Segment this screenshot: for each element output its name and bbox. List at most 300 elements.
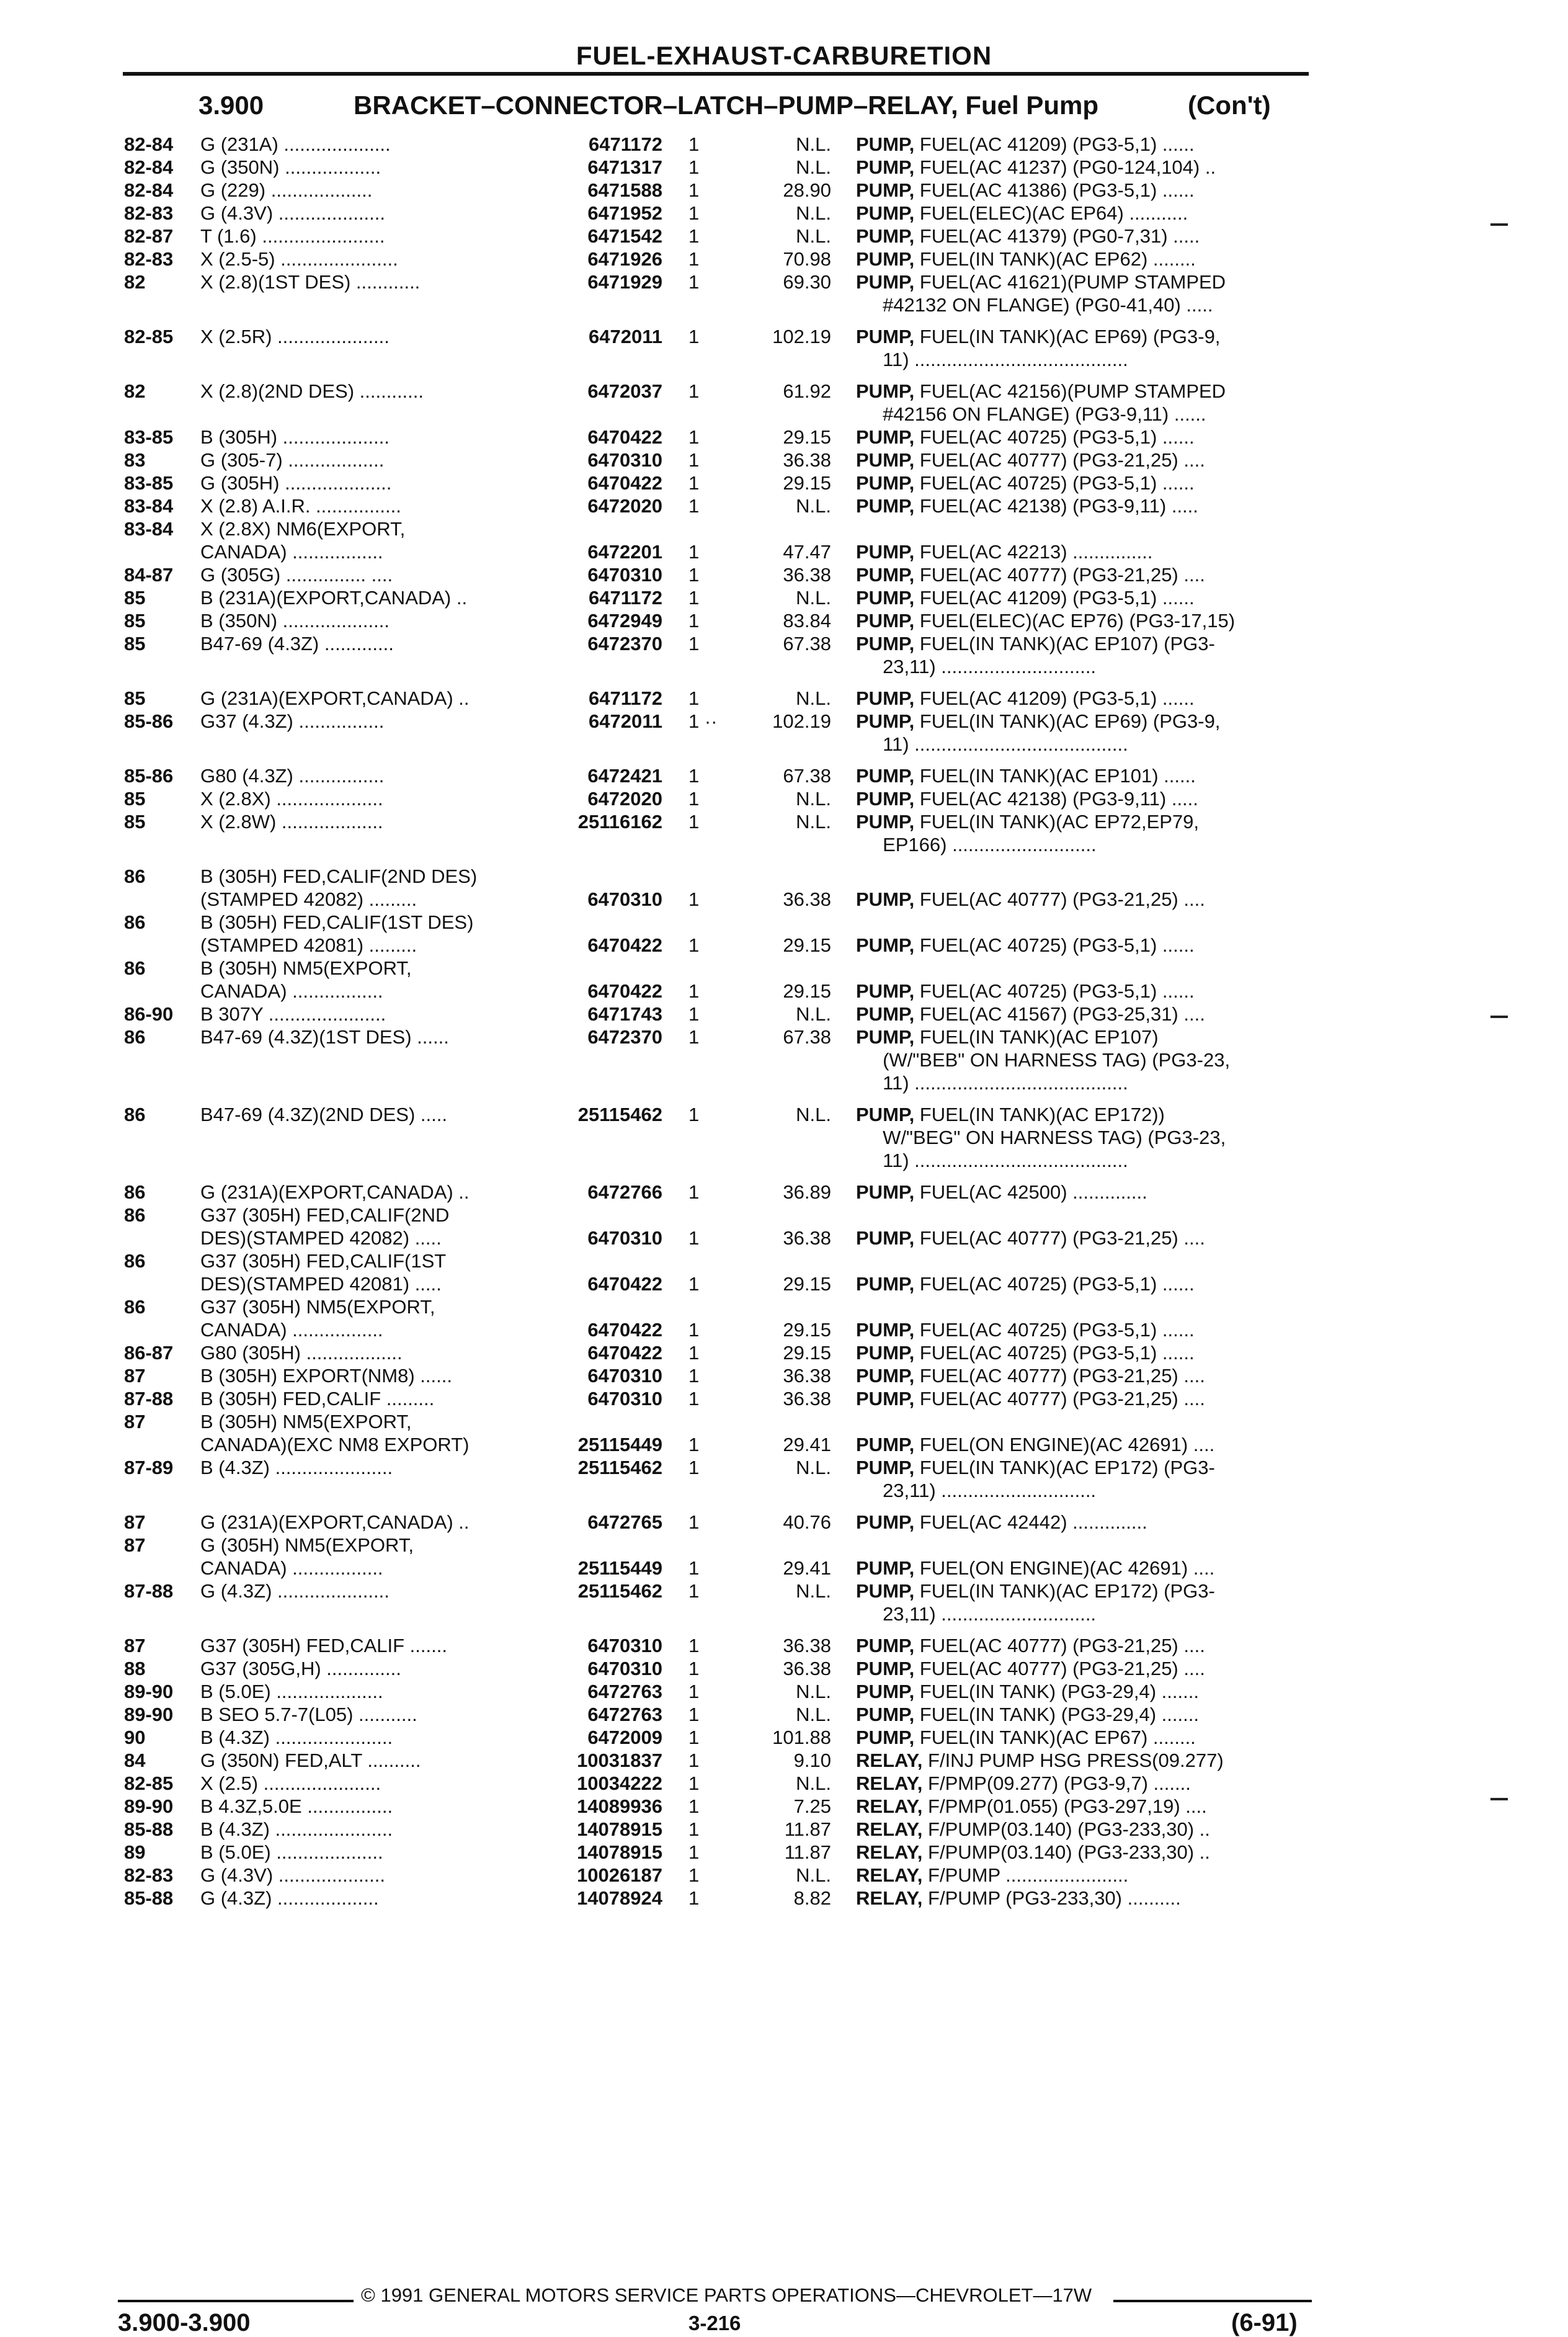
application-cell: X (2.8)(2ND DES) ............ [200,380,424,402]
year-cell: 84 [124,1749,146,1771]
description-heading: PUMP, [856,541,915,563]
quantity-cell: 1 [688,1181,700,1203]
application-cell: B (305H) FED,CALIF(2ND DES) [200,865,478,887]
quantity-cell: 1 [688,1795,700,1817]
table-row [0,1511,1568,1534]
year-cell: 85 [124,687,146,709]
price-cell: 11.87 [784,1818,831,1840]
description-heading: PUMP, [856,1181,915,1203]
description-cell [856,1887,1312,1910]
description-cell [856,1841,1312,1864]
description-cell [856,1071,1312,1094]
application-cell: G (305H) NM5(EXPORT, [200,1534,414,1556]
description-cell [856,1680,1312,1703]
part-number-cell: 6472370 [587,1026,662,1048]
description-text: FUEL(AC 40777) (PG3-21,25) .... [914,1658,1205,1679]
description-text: FUEL(IN TANK)(AC EP67) ........ [914,1727,1196,1748]
table-row [0,1580,1568,1602]
description-cell [856,888,1312,911]
quantity-cell: 1 [688,1434,700,1455]
price-cell: N.L. [796,811,831,833]
description-cell [856,934,1312,957]
table-row [0,687,1568,710]
application-cell: B (4.3Z) ...................... [200,1818,393,1840]
description-heading: PUMP, [856,1026,915,1048]
quantity-cell: 1 [688,179,700,201]
description-text: F/PMP(01.055) (PG3-297,19) .... [922,1795,1207,1817]
application-cell: B (305H) EXPORT(NM8) ...... [200,1365,452,1387]
application-cell: B (305H) FED,CALIF ......... [200,1388,435,1410]
description-heading: PUMP, [856,587,915,609]
description-text: F/PUMP(03.140) (PG3-233,30) .. [922,1841,1210,1863]
part-number-cell: 6472421 [587,765,662,787]
description-text: FUEL(AC 40777) (PG3-21,25) .... [914,1635,1205,1656]
description-cell [856,833,1312,856]
description-text: FUEL(IN TANK)(AC EP69) (PG3-9, [914,326,1221,347]
application-cell: B SEO 5.7-7(L05) ........... [200,1704,417,1725]
application-cell: B (4.3Z) ...................... [200,1727,393,1748]
application-cell: CANADA)(EXC NM8 EXPORT) [200,1434,470,1455]
table-row [0,1003,1568,1026]
description-text: FUEL(IN TANK)(AC EP172)) [914,1104,1165,1125]
description-heading: PUMP, [856,1342,915,1364]
part-number-cell: 6472763 [587,1704,662,1725]
price-cell: 29.15 [783,980,831,1002]
year-cell: 85-86 [124,710,174,732]
year-cell: 83-85 [124,472,174,494]
description-cell [856,270,1312,293]
table-row [0,1479,1568,1502]
part-number-cell: 6472020 [587,495,662,517]
part-number-cell: 14078924 [577,1887,662,1909]
table-row [0,248,1568,270]
description-text: EP166) ........................... [856,834,1097,856]
description-text: 11) ........................................ [856,349,1128,370]
description-cell [856,494,1312,517]
quantity-cell: 1 [688,449,700,471]
description-heading: PUMP, [856,1434,915,1455]
description-heading: PUMP, [856,1104,915,1125]
quantity-cell: 1 [688,1319,700,1341]
description-text: #42132 ON FLANGE) (PG0-41,40) ..... [856,294,1213,316]
table-row [0,1181,1568,1204]
price-cell: 61.92 [783,380,831,402]
year-cell: 86 [124,957,146,979]
table-row [0,1318,1568,1341]
quantity-cell: 1 [688,1580,700,1602]
description-heading: PUMP, [856,380,915,402]
table-row [0,563,1568,586]
description-text: 23,11) ............................. [856,656,1097,677]
year-cell: 86 [124,865,146,887]
description-text: FUEL(AC 42213) ............... [914,541,1153,563]
year-cell: 87 [124,1635,146,1656]
description-cell [856,1103,1312,1126]
description-cell [856,248,1312,270]
part-number-cell: 6471952 [587,202,662,224]
description-cell [856,1048,1312,1071]
price-cell: 36.38 [783,1658,831,1679]
table-row [0,980,1568,1003]
application-cell: G (231A)(EXPORT,CANADA) .. [200,1181,470,1203]
table-row [0,833,1568,856]
part-number-cell: 6470310 [587,1365,662,1387]
year-cell: 87 [124,1411,146,1432]
description-cell [856,293,1312,316]
year-cell: 86-87 [124,1342,174,1364]
quantity-cell: 1 [688,1749,700,1771]
price-cell: 69.30 [783,271,831,293]
description-text: FUEL(AC 40777) (PG3-21,25) .... [914,1388,1205,1410]
quantity-cell: 1 [688,1635,700,1656]
table-row [0,1680,1568,1703]
part-number-cell: 6470310 [587,564,662,586]
application-cell: B (305H) NM5(EXPORT, [200,957,412,979]
part-number-cell: 6470422 [587,1319,662,1341]
description-heading: RELAY, [856,1864,923,1886]
part-number-cell: 6471172 [589,133,662,155]
part-number-cell: 6470310 [587,1658,662,1679]
description-cell [856,1657,1312,1680]
quantity-cell: 1 [688,1365,700,1387]
footer-copyright: © 1991 GENERAL MOTORS SERVICE PARTS OPERATIONS—CHEVROLET—17W [361,2284,1092,2306]
description-text: FUEL(IN TANK)(AC EP172) (PG3- [914,1580,1215,1602]
table-row [0,1634,1568,1657]
part-number-cell: 6470310 [587,888,662,910]
description-text: FUEL(AC 40777) (PG3-21,25) .... [914,1227,1205,1249]
description-heading: RELAY, [856,1841,923,1863]
description-text: FUEL(AC 40725) (PG3-5,1) ...... [914,472,1195,494]
part-number-cell: 25116162 [577,811,662,833]
year-cell: 82-83 [124,1864,174,1886]
table-row [0,1048,1568,1071]
description-text: 11) ........................................ [856,1150,1128,1171]
description-cell [856,348,1312,371]
footer-date-code: (6-91) [1231,2309,1298,2336]
description-cell [856,1456,1312,1479]
table-row [0,449,1568,471]
description-heading: PUMP, [856,1511,915,1533]
description-heading: RELAY, [856,1818,923,1840]
part-number-cell: 25115462 [577,1580,662,1602]
quantity-cell: 1 [688,564,700,586]
price-cell: N.L. [796,687,831,709]
description-cell [856,787,1312,810]
price-cell: 28.90 [783,179,831,201]
price-cell: 29.15 [783,1342,831,1364]
part-number-cell: 25115462 [577,1457,662,1478]
description-text: FUEL(AC 40777) (PG3-21,25) .... [914,888,1205,910]
application-cell: (STAMPED 42081) ......... [200,934,417,956]
part-number-cell: 6472201 [587,541,662,563]
description-cell [856,1703,1312,1726]
application-cell: X (2.5-5) ...................... [200,248,398,270]
description-heading: PUMP, [856,633,915,655]
year-cell: 87 [124,1365,146,1387]
table-row [0,1071,1568,1094]
description-cell [856,1511,1312,1534]
table-row [0,1204,1568,1227]
part-number-cell: 6472037 [587,380,662,402]
description-text: FUEL(AC 41567) (PG3-25,31) .... [914,1003,1205,1025]
part-number-cell: 6471317 [587,156,662,178]
description-text: 23,11) ............................. [856,1480,1097,1501]
application-cell: G37 (305H) NM5(EXPORT, [200,1296,435,1318]
description-text: #42156 ON FLANGE) (PG3-9,11) ...... [856,403,1206,425]
table-row [0,787,1568,810]
quantity-cell: 1 [688,587,700,609]
table-row [0,494,1568,517]
description-cell [856,1479,1312,1502]
description-text: (W/"BEB" ON HARNESS TAG) (PG3-23, [856,1049,1231,1071]
application-cell: B (305H) .................... [200,426,390,448]
year-cell: 84-87 [124,564,174,586]
quantity-cell: 1 [688,1557,700,1579]
application-cell: B (5.0E) .................... [200,1681,383,1702]
quantity-cell: 1 [688,1026,700,1048]
year-cell: 83-84 [124,518,174,540]
description-text: FUEL(IN TANK) (PG3-29,4) ....... [914,1704,1199,1725]
quantity-cell: 1 [688,980,700,1002]
year-cell: 90 [124,1727,146,1748]
part-number-cell: 6470422 [587,934,662,956]
margin-mark [1490,1798,1508,1800]
year-cell: 89-90 [124,1704,174,1725]
quantity-cell: 1 [688,1273,700,1295]
description-text: F/PUMP (PG3-233,30) .......... [922,1887,1181,1909]
table-row [0,1772,1568,1795]
table-row [0,1433,1568,1456]
description-cell [856,1749,1312,1772]
quantity-cell: 1 [688,271,700,293]
table-row [0,380,1568,403]
price-cell: 7.25 [793,1795,831,1817]
description-cell [856,1126,1312,1149]
description-cell [856,810,1312,833]
price-cell: 36.38 [783,449,831,471]
description-cell [856,1772,1312,1795]
year-cell: 85 [124,633,146,655]
table-row [0,957,1568,980]
description-cell [856,632,1312,655]
application-cell: G37 (305G,H) .............. [200,1658,401,1679]
description-cell [856,1634,1312,1657]
application-cell: B (4.3Z) ...................... [200,1457,393,1478]
description-cell [856,133,1312,156]
description-heading: PUMP, [856,980,915,1002]
description-text: FUEL(IN TANK)(AC EP62) ........ [914,248,1196,270]
part-number-cell: 14078915 [577,1841,662,1863]
application-cell: G37 (4.3Z) ................ [200,710,385,732]
price-cell: 29.15 [783,472,831,494]
description-cell [856,1557,1312,1580]
part-number-cell: 6470310 [587,449,662,471]
description-cell [856,426,1312,449]
table-row [0,1126,1568,1149]
quantity-cell: 1 [688,1511,700,1533]
description-text: FUEL(ON ENGINE)(AC 42691) .... [914,1557,1215,1579]
quantity-cell: 1 [688,156,700,178]
price-cell: 36.38 [783,1365,831,1387]
part-number-cell: 6470422 [587,426,662,448]
part-number-cell: 6471929 [587,271,662,293]
price-cell: N.L. [796,133,831,155]
quantity-cell: 1 [688,1704,700,1725]
table-row [0,1272,1568,1295]
table-row [0,1749,1568,1772]
description-heading: PUMP, [856,1580,915,1602]
table-row [0,202,1568,225]
description-cell [856,471,1312,494]
description-cell [856,733,1312,756]
description-cell [856,380,1312,403]
page-header-title: FUEL-EXHAUST-CARBURETION [576,41,992,70]
quantity-cell: 1 [688,1727,700,1748]
year-cell: 86 [124,911,146,933]
table-row [0,764,1568,787]
part-number-cell: 6472020 [587,788,662,810]
quantity-cell: 1 [688,133,700,155]
part-number-cell: 25115449 [577,1434,662,1455]
description-heading: PUMP, [856,495,915,517]
part-number-cell: 6472370 [587,633,662,655]
part-number-cell: 10031837 [577,1749,662,1771]
quantity-cell: 1 [688,1104,700,1125]
year-cell: 86 [124,1104,146,1125]
description-cell [856,655,1312,678]
year-cell: 86 [124,1204,146,1226]
year-cell: 82-84 [124,133,174,155]
table-row [0,325,1568,348]
year-cell: 86 [124,1296,146,1318]
part-number-cell: 6470422 [587,980,662,1002]
description-text: FUEL(AC 42138) (PG3-9,11) ..... [914,495,1198,517]
description-cell [856,179,1312,202]
table-row [0,270,1568,293]
description-heading: PUMP, [856,1635,915,1656]
quantity-cell: 1 [688,1681,700,1702]
description-text: FUEL(AC 40725) (PG3-5,1) ...... [914,1319,1195,1341]
part-number-cell: 6472011 [589,710,662,732]
price-cell: 102.19 [772,326,831,347]
description-text: FUEL(AC 40725) (PG3-5,1) ...... [914,426,1195,448]
quantity-cell: 1 [688,610,700,632]
part-number-cell: 6471172 [589,587,662,609]
application-cell: B (305H) NM5(EXPORT, [200,1411,412,1432]
table-row [0,1602,1568,1625]
year-cell: 82 [124,271,146,293]
quantity-cell: 1 [688,1227,700,1249]
description-text: FUEL(IN TANK)(AC EP101) ...... [914,765,1196,787]
application-cell: G (305H) .................... [200,472,392,494]
table-row [0,540,1568,563]
table-row [0,888,1568,911]
footer-rule-right [1113,2300,1312,2302]
description-heading: PUMP, [856,1003,915,1025]
part-number-cell: 6472011 [589,326,662,347]
price-cell: N.L. [796,1681,831,1702]
table-row [0,934,1568,957]
part-number-cell: 6471172 [589,687,662,709]
price-cell: 11.87 [784,1841,831,1863]
description-heading: PUMP, [856,811,915,833]
application-cell: B 307Y ...................... [200,1003,386,1025]
application-cell: B47-69 (4.3Z)(1ST DES) ...... [200,1026,449,1048]
year-cell: 85 [124,811,146,833]
price-cell: N.L. [796,1704,831,1725]
table-row [0,733,1568,756]
application-cell: X (2.5R) ..................... [200,326,390,347]
table-row [0,471,1568,494]
description-heading: RELAY, [856,1749,923,1771]
year-cell: 85-88 [124,1887,174,1909]
description-cell [856,586,1312,609]
description-text: FUEL(AC 41386) (PG3-5,1) ...... [914,179,1195,201]
price-cell: N.L. [796,587,831,609]
description-cell [856,540,1312,563]
description-cell [856,1726,1312,1749]
part-number-cell: 6470422 [587,472,662,494]
description-cell [856,325,1312,348]
year-cell: 86 [124,1026,146,1048]
price-cell: N.L. [796,1104,831,1125]
year-cell: 82-83 [124,202,174,224]
part-number-cell: 6472949 [587,610,662,632]
application-cell: G (229) ................... [200,179,373,201]
quantity-cell: 1 [688,1887,700,1909]
description-text: 11) ........................................ [856,733,1128,755]
description-cell [856,225,1312,248]
quantity-cell: 1 [688,1342,700,1364]
quantity-cell: 1 [688,1003,700,1025]
price-cell: 29.15 [783,1273,831,1295]
table-row [0,426,1568,449]
year-cell: 85-88 [124,1818,174,1840]
application-cell: G37 (305H) FED,CALIF(2ND [200,1204,450,1226]
section-number: 3.900 [198,91,264,120]
quantity-cell: 1 [688,788,700,810]
application-cell: B (5.0E) .................... [200,1841,383,1863]
part-number-cell: 6472763 [587,1681,662,1702]
description-text: FUEL(AC 40777) (PG3-21,25) .... [914,564,1205,586]
application-cell: X (2.8W) ................... [200,811,383,833]
application-cell: CANADA) ................. [200,541,383,563]
application-cell: B (231A)(EXPORT,CANADA) .. [200,587,468,609]
description-text: FUEL(IN TANK)(AC EP172) (PG3- [914,1457,1215,1478]
footer-rule-left [118,2300,354,2302]
application-cell: DES)(STAMPED 42082) ..... [200,1227,442,1249]
table-row [0,133,1568,156]
year-cell: 86 [124,1250,146,1272]
description-cell [856,1433,1312,1456]
part-number-cell: 14078915 [577,1818,662,1840]
price-cell: 101.88 [772,1727,831,1748]
price-cell: N.L. [796,1457,831,1478]
year-cell: 82-83 [124,248,174,270]
description-cell [856,710,1312,733]
price-cell: N.L. [796,1003,831,1025]
description-text: FUEL(AC 40725) (PG3-5,1) ...... [914,1273,1195,1295]
description-text: FUEL(IN TANK)(AC EP107) (PG3- [914,633,1215,655]
price-cell: N.L. [796,156,831,178]
table-row [0,517,1568,540]
table-row [0,865,1568,888]
table-row [0,1410,1568,1433]
price-cell: 102.19 [772,710,831,732]
price-cell: 29.15 [783,934,831,956]
application-cell: X (2.8X) .................... [200,788,383,810]
part-number-cell: 25115462 [577,1104,662,1125]
